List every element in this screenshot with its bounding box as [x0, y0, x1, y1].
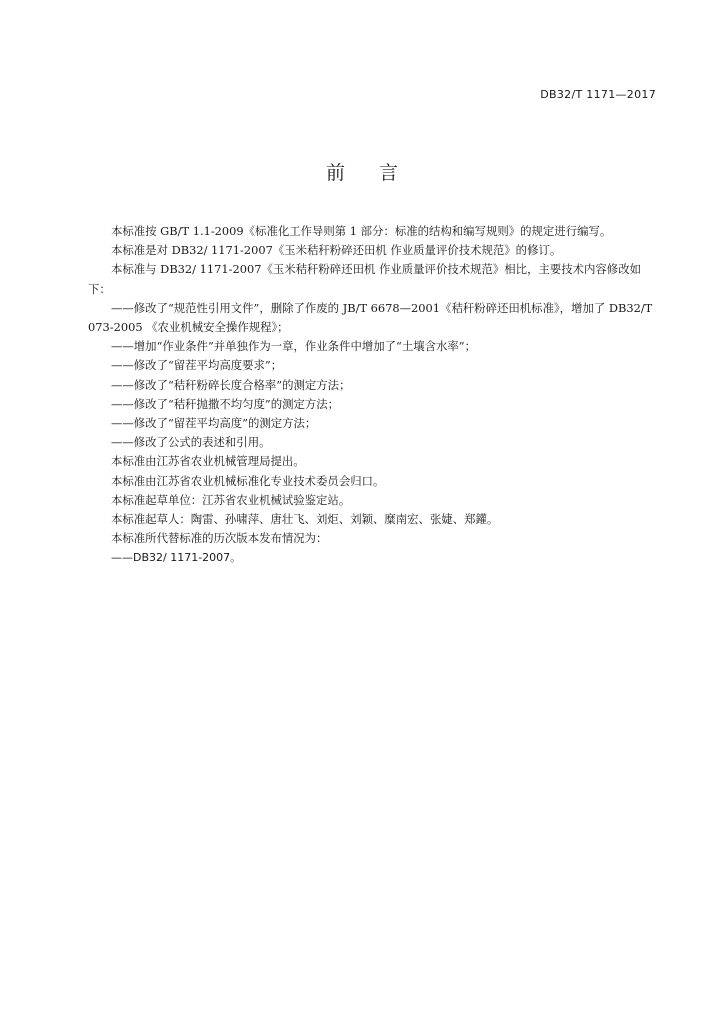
list-item: ——修改了“秸秆抛撒不均匀度”的测定方法；: [111, 396, 340, 411]
list-item: ——增加“作业条件”并单独作为一章，作业条件中增加了“土壤含水率”；: [111, 339, 477, 354]
paragraph: ——修改了“规范性引用文件”，删除了作废的 JB/T 6678—2001《秸秆粉碎还田机标准》，增加了 DB32/T 073-2005 《农业机械安全操作规程》；: [88, 300, 653, 335]
paragraph: 本标准由江苏省农业机械管理局提出。: [111, 454, 305, 469]
list-item: ——修改了“留茬平均高度要求”；: [111, 358, 283, 373]
page-title: 前言: [325, 162, 432, 184]
list-item: ——修改了“秸秆粉碎长度合格率”的测定方法；: [111, 377, 351, 392]
paragraph: 本标准起草人：陶雷、孙啸萍、唐壮飞、刘炬、刘颖、糜南宏、张婕、郑鑵。: [111, 512, 499, 527]
paragraph: 本标准按 GB/T 1.1-2009《标准化工作导则第 1 部分：标准的结构和编写规则》的规定进行编写。: [111, 224, 612, 238]
document-code: DB32/T 1171—2017: [540, 88, 656, 101]
paragraph: 本标准与 DB32/ 1171-2007《玉米秸秆粉碎还田机 作业质量评价技术规范》相比，主要技术内容修改如下：: [88, 262, 641, 296]
list-item: ——DB32/ 1171-2007。: [111, 551, 242, 565]
paragraph: 本标准由江苏省农业机械标准化专业技术委员会归口。: [111, 473, 385, 488]
list-item: ——修改了公式的表述和引用。: [111, 435, 271, 450]
paragraph: 本标准是对 DB32/ 1171-2007《玉米秸秆粉碎还田机 作业质量评价技术规范》的修订。: [111, 243, 562, 258]
list-item: ——修改了“留茬平均高度”的测定方法；: [111, 416, 317, 431]
paragraph: 本标准起草单位：江苏省农业机械试验鉴定站。: [111, 492, 351, 507]
foreword-body: [88, 222, 660, 568]
paragraph: 本标准所代替标准的历次版本发布情况为：: [111, 531, 328, 546]
